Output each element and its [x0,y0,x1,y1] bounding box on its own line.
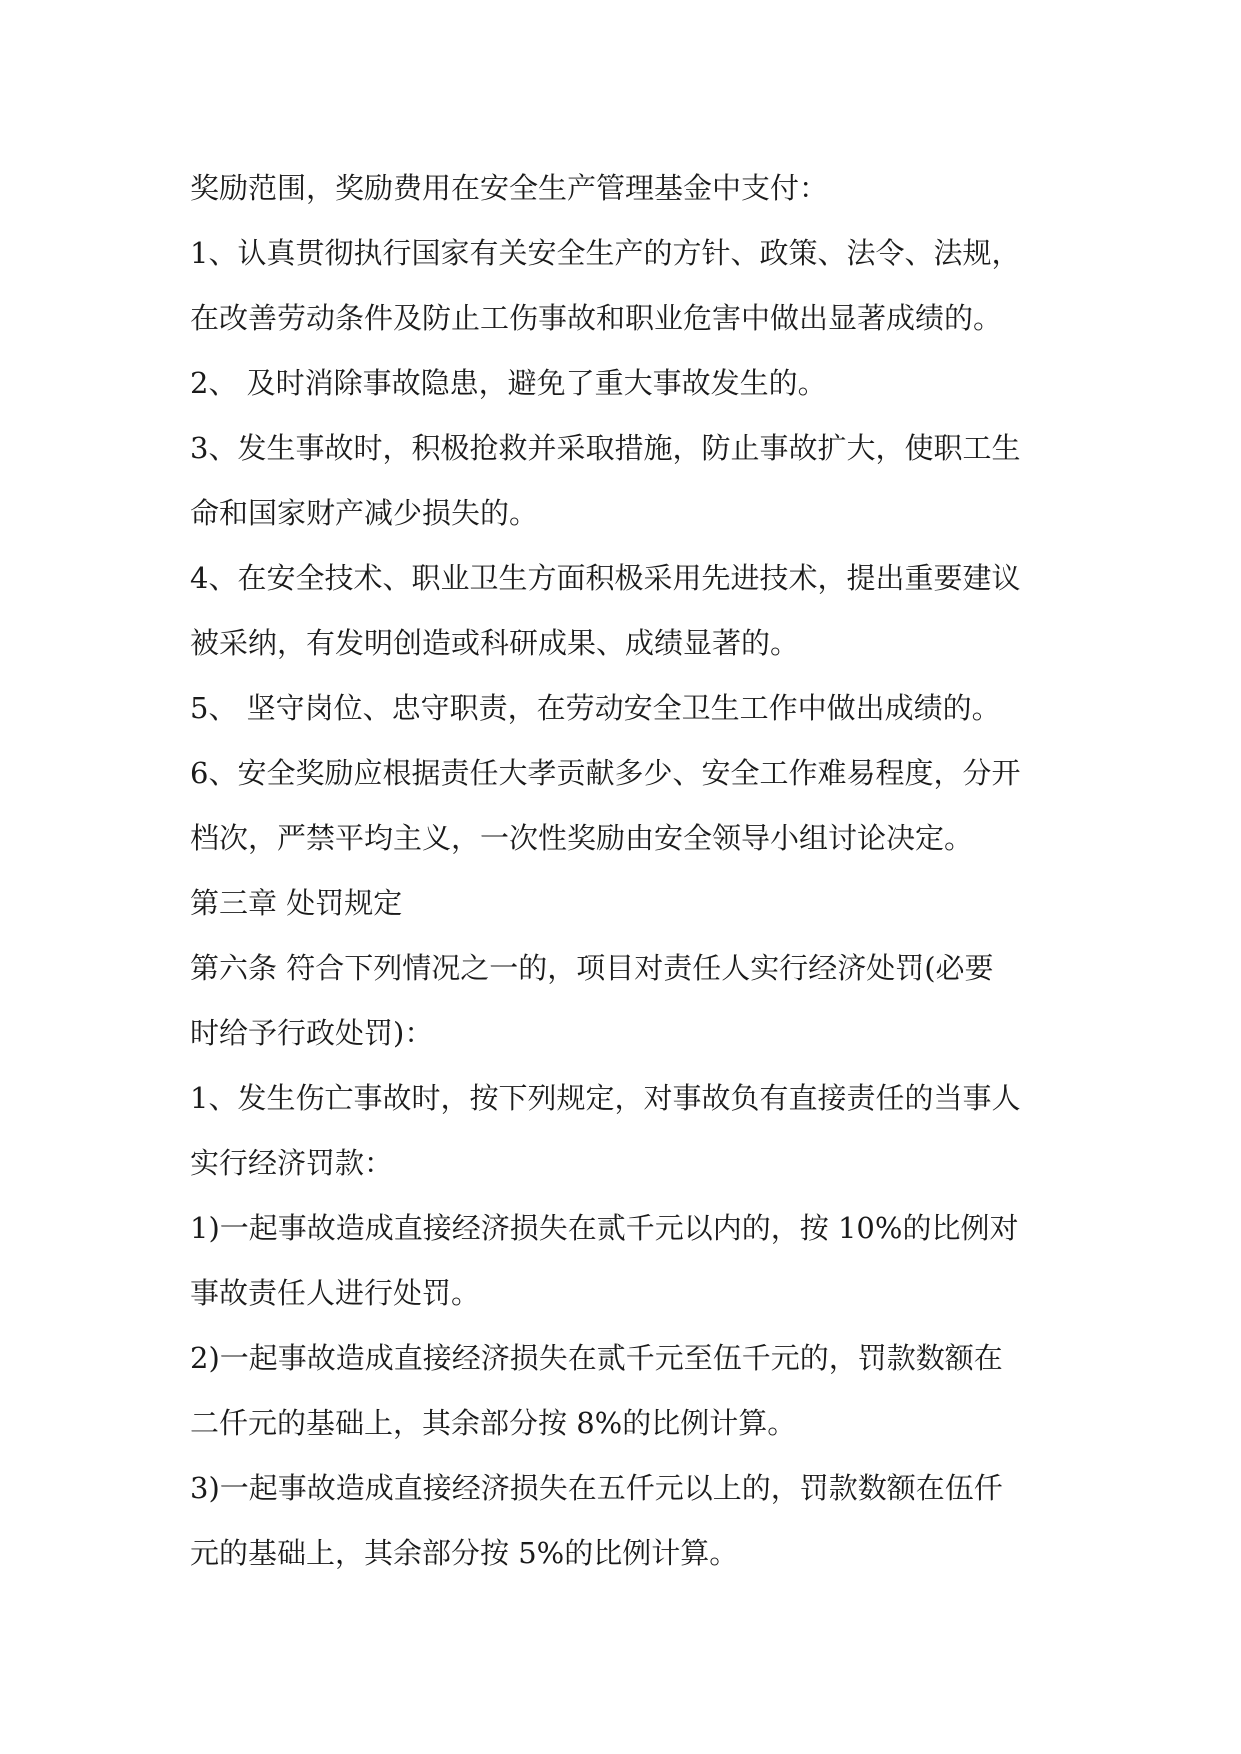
text-line: 实行经济罚款： [190,1146,394,1180]
text-line: 档次，严禁平均主义，一次性奖励由安全领导小组讨论决定。 [190,821,974,855]
text-line: 4、在安全技术、职业卫生方面积极采用先进技术，提出重要建议 [190,561,1021,595]
text-line: 1、认真贯彻执行国家有关安全生产的方针、政策、法令、法规， [190,236,1021,270]
text-line: 1)一起事故造成直接经济损失在贰千元以内的，按 10%的比例对 [190,1211,1019,1245]
article-heading: 第六条 符合下列情况之一的，项目对责任人实行经济处罚(必要 [190,951,994,985]
text-line: 3、发生事故时，积极抢救并采取措施，防止事故扩大，使职工生 [190,431,1021,465]
text-line: 二仟元的基础上，其余部分按 8%的比例计算。 [190,1406,797,1440]
text-line: 时给予行政处罚)： [190,1016,434,1050]
text-line: 1、发生伤亡事故时，按下列规定，对事故负有直接责任的当事人 [190,1081,1021,1115]
text-line: 2、 及时消除事故隐患，避免了重大事故发生的。 [190,366,827,400]
text-line: 奖励范围，奖励费用在安全生产管理基金中支付： [190,171,829,205]
text-line: 在改善劳动条件及防止工伤事故和职业危害中做出显著成绩的。 [190,301,1003,335]
document-body [190,156,1050,1586]
text-line: 事故责任人进行处罚。 [190,1276,481,1310]
text-line: 被采纳，有发明创造或科研成果、成绩显著的。 [190,626,800,660]
text-line: 元的基础上，其余部分按 5%的比例计算。 [190,1536,739,1570]
text-line: 6、安全奖励应根据责任大孝贡献多少、安全工作难易程度，分开 [190,756,1021,790]
chapter-heading: 第三章 处罚规定 [190,886,403,920]
text-line: 2)一起事故造成直接经济损失在贰千元至伍千元的，罚款数额在 [190,1341,1003,1375]
text-line: 3)一起事故造成直接经济损失在五仟元以上的，罚款数额在伍仟 [190,1471,1003,1505]
text-line: 命和国家财产减少损失的。 [190,496,539,530]
text-line: 5、 坚守岗位、忠守职责，在劳动安全卫生工作中做出成绩的。 [190,691,1001,725]
